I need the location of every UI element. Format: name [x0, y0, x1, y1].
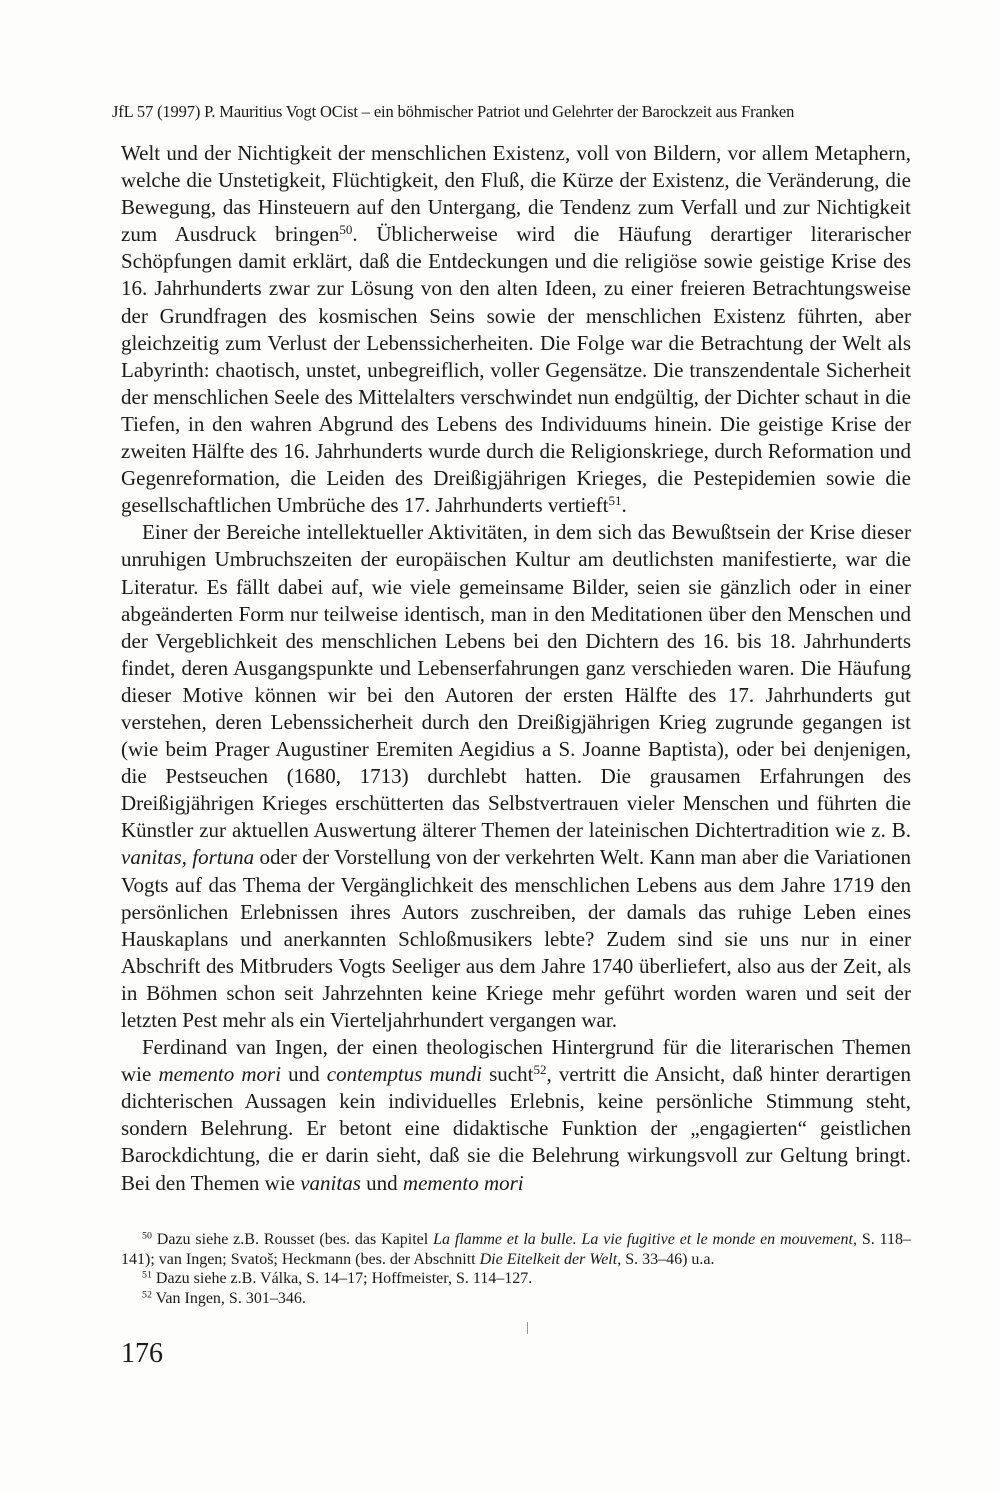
- italic-term: memento mori: [158, 1062, 282, 1087]
- italic-term: vanitas, fortuna: [121, 845, 255, 870]
- text-run: und: [281, 1062, 327, 1087]
- footnote-ref-50[interactable]: 50: [339, 222, 353, 238]
- text-run: , S. 118–141); van Ingen; Svatoš; Heckmann (bes. der Abschnitt: [121, 1231, 912, 1268]
- text-run: sucht: [482, 1062, 534, 1087]
- page-number: 176: [121, 1338, 163, 1369]
- paragraph-2: [121, 519, 911, 1034]
- text-run: Dazu siehe z.B. Válka, S. 14–17; Hoffmeister, S. 114–127.: [151, 1270, 533, 1288]
- text-run: , vertritt die Ansicht, daß hinter derartigen dichterischen Aussagen kein individuelles Erlebnis, keine persönliche Stimmung steht, sondern Belehrung. Er betont eine didaktische Funktion der „engagierten“ geistlichen Barockdichtung, die er darin sieht, daß sie die Belehrung wirkungsvoll zur Geltung bringt. Bei den Themen wie: [121, 1062, 912, 1195]
- footnotes: [121, 1230, 911, 1308]
- footnote-number: 50: [142, 1230, 152, 1242]
- text-run: , S. 33–46) u.a.: [617, 1250, 715, 1268]
- body-text: [121, 140, 911, 1197]
- italic-term: contemptus mundi: [326, 1062, 483, 1087]
- text-run: Ferdinand van Ingen, der einen theologischen Hintergrund für die literarischen Themen wie: [121, 1035, 911, 1087]
- footnote-number: 52: [142, 1289, 152, 1301]
- text-run: Dazu siehe z.B. Rousset (bes. das Kapitel: [151, 1231, 434, 1248]
- footnote-50: [121, 1230, 911, 1269]
- paragraph-1: [121, 140, 911, 519]
- text-run: Van Ingen, S. 301–346.: [151, 1289, 306, 1307]
- text-run: .: [621, 493, 627, 518]
- footnote-ref-51[interactable]: 51: [608, 493, 622, 509]
- text-run: und: [360, 1170, 403, 1195]
- footnote-ref-52[interactable]: 52: [533, 1062, 547, 1078]
- footnote-52: [121, 1289, 911, 1309]
- text-run: Welt und der Nichtigkeit der menschlichen Existenz, voll von Bildern, vor allem Metaphern, welche die Unstetigkeit, Flüchtigkeit, den Fluß, die Kürze der Existenz, die Veränderung, die Bewegung, das Hinsteuern auf den Untergang, die Tendenz zum Verfall und zur Nichtigkeit zum Ausdruck bringen: [121, 141, 911, 247]
- italic-title: Die Eitelkeit der Welt: [479, 1250, 618, 1268]
- italic-title: La flamme et la bulle. La vie fugitive et le monde en mouvement: [433, 1231, 853, 1248]
- footnote-number: 51: [142, 1269, 152, 1281]
- running-head: JfL 57 (1997) P. Mauritius Vogt OCist – ein böhmischer Patriot und Gelehrter der Barockzeit aus Franken: [112, 102, 795, 121]
- footnote-51: [121, 1269, 911, 1289]
- text-run: . Üblicherweise wird die Häufung derartiger literarischer Schöpfungen damit erklärt, daß die Entdeckungen und die religiöse sowie geistige Krise des 16. Jahrhunderts zwar zur Lösung von den alten Ideen, zu einer freieren Betrachtungsweise der Grundfragen des kosmischen Seins sowie der menschlichen Existenz führten, aber gleichzeitig zum Verlust der Lebenssicherheiten. Die Folge war die Betrachtung der Welt als Labyrinth: chaotisch, unstet, unbegreiflich, voller Gegensätze. Die transzendentale Sicherheit der menschlichen Seele des Mittelalters verschwindet nun endgültig, der Dichter schaut in die Tiefen, in den wahren Abgrund des Lebens des Individuums hinein. Die geistige Krise der zweiten Hälfte des 16. Jahrhunderts wurde durch die Religionskriege, durch Reformation und Gegenreformation, die Leiden des Dreißigjährigen Krieges, die Pestepidemien sowie die gesellschaftlichen Umbrüche des 17. Jahrhunderts vertieft: [121, 222, 912, 518]
- text-run: oder der Vorstellung von der verkehrten Welt. Kann man aber die Variationen Vogts auf das Thema der Vergänglichkeit des menschlichen Lebens aus dem Jahre 1719 den persönlichen Erlebnissen ihres Autors zuschreiben, der damals das ruhige Leben eines Hauskaplans und anerkannten Schloßmusikers lebte? Zudem sind sie uns nur in einer Abschrift des Mitbruders Vogts Seeliger aus dem Jahre 1740 überliefert, also aus der Zeit, als in Böhmen schon seit Jahrzehnten keine Kriege mehr geführt worden waren und seit der letzten Pest mehr als ein Vierteljahrhundert vergangen war.: [121, 845, 911, 1032]
- italic-term: memento mori: [402, 1170, 524, 1195]
- text-run: Einer der Bereiche intellektueller Aktivitäten, in dem sich das Bewußtsein der Krise dieser unruhigen Umbruchszeiten der europäischen Kultur am deutlichsten manifestierte, war die Literatur. Es fällt dabei auf, wie viele gemeinsame Bilder, seien sie gänzlich oder in einer abgeänderten Form nur teilweise identisch, man in den Meditationen über den Menschen und der Vergeblichkeit des menschlichen Lebens bei den Dichtern des 16. bis 18. Jahrhunderts findet, deren Ausgangspunkte und Lebenserfahrungen ganz verschieden waren. Die Häufung dieser Motive können wir bei den Autoren der ersten Hälfte des 17. Jahrhunderts gut verstehen, deren Lebenssicherheit durch den Dreißigjährigen Krieg zugrunde gegangen ist (wie beim Prager Augustiner Eremiten Aegidius a S. Joanne Baptista), oder bei denjenigen, die Pestseuchen (1680, 1713) durchlebt hatten. Die grausamen Erfahrungen des Dreißigjährigen Krieges erschütterten das Selbstvertrauen vieler Menschen und führten die Künstler zur aktuellen Auswertung älterer Themen der lateinischen Dichtertradition wie z. B.: [121, 520, 911, 843]
- italic-term: vanitas: [300, 1170, 361, 1195]
- scan-mark: [527, 1322, 528, 1334]
- paragraph-3: [121, 1034, 911, 1197]
